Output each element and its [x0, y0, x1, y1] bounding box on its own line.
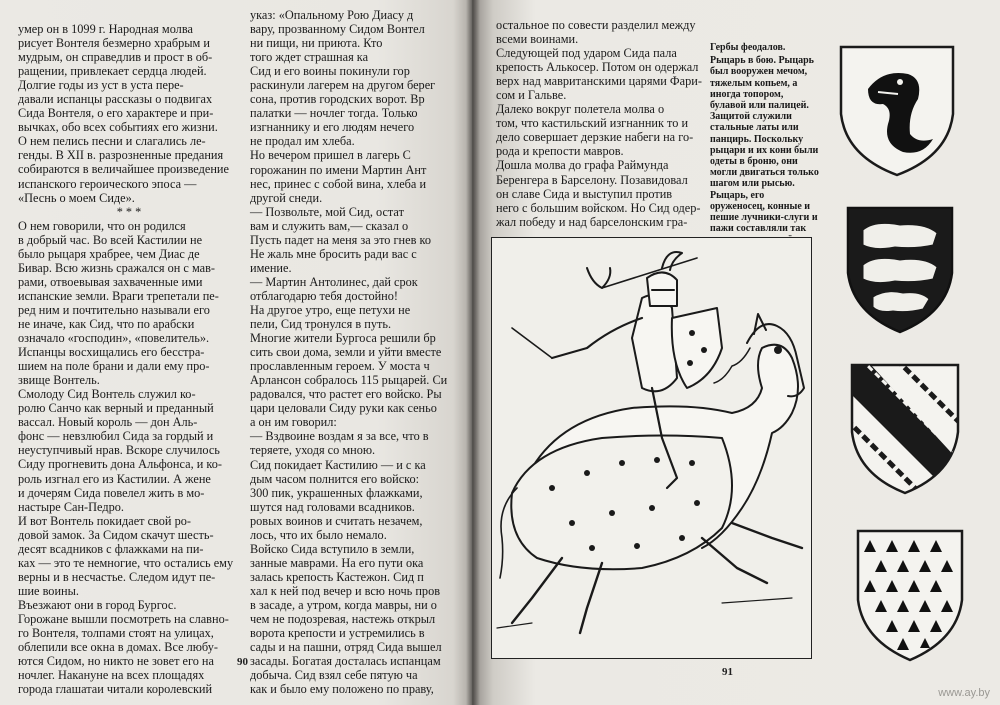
- fir-trees-shield: [855, 528, 965, 663]
- illustration-caption: [710, 42, 830, 248]
- paragraph: умер он в 1099 г. Народная молва рисует Вонтеля безмерно храбрым и мудрым, он справедлив и прост в об- ращении, привлекает сердца людей. Долгие годы из уст в уста пере- давали испанцы рассказы о подвигах Сида Вонтеля, о его характере и при- вычках, обо всех событиях его жизни. О нем пелись песни и слагались ле- генды. В XII в. разрозненные предания собираются в величайшее произведение испанского героического эпоса — «Песнь о моем Сиде».: [18, 22, 229, 205]
- knight-illustration: [491, 237, 812, 659]
- page-number-left: 90: [237, 656, 248, 668]
- lions-heraldic-shield: [845, 205, 955, 335]
- fish-heraldic-shield: [838, 44, 956, 178]
- book-gutter: [466, 0, 480, 705]
- left-page: [0, 0, 472, 705]
- left-text-column-1: [18, 22, 240, 696]
- knight-on-horse-drawing: [492, 238, 811, 658]
- paragraph: остальное по совести разделил между всеми воинами. Следующей под ударом Сида пала крепость Алькосер. Потом он одержал верх над мавританскими царями Фари- сом и Гальве. Далеко вокруг полетела молва о том, что кастильский изгнанник то и дело совершает дерзкие набеги на го- рода и крепости мавров. Дошла молва до графа Раймунда Беренгера в Барселону. Позавидовал он славе Сида и выступил против него с большим войском. Но Сид одер- жал победу и над барселонским гра-: [496, 18, 702, 229]
- page-number-right: 91: [722, 666, 733, 678]
- paragraph: указ: «Опальному Рою Диасу д вару, прозванному Сидом Вонтел ни пищи, ни приюта. Кто того ждет страшная ка Сид и его воины покинули гор раскинули лагерем на другом берег сона, против городских ворот. Вр палатки — ночлег тогда. Только изгнаннику и его людям нечего не продал им хлеба. Но вечером пришел в лагерь С горожанин по имени Мартин Ант нес, принес с собой вина, хлеба и другой снеди. — Позвольте, мой Сид, остат вам и служить вам,— сказал о Пусть падет на меня за это гнев ко Не жаль мне бросить ради вас с имение. — Мартин Антолинес, дай срок отблагодарю тебя достойно! На другое утро, еще петухи не пели, Сид тронулся в путь. Многие жители Бургоса решили бр сить свои дома, земли и уйти вместе прославленным героем. У моста ч Арлансон собралось 115 рыцарей. Си радовался, что растет его войско. Ры цари целовали Сиду руки как сеньо а он им говорил: — Вздвоине воздам я за все, что в теряете, уходя со мною. Сид покидает Кастилию — и с ка дым часом полнится его войско: 300 пик, украшенных флажками, шутся над головами всадников. ровых воинов и считать незачем, лось, что их было немало. Войско Сида вступило в земли, занные маврами. На его пути ока залась крепость Кастежон. Сид п хал к ней под вечер и всю ночь пров в засаде, а утром, когда мавры, ни о чем не подозревая, настежь открыл ворота крепости и устремились в сады и на пашни, отряд Сида вышел засады. Богатая досталась испанцам добыча. Сид взял себе пятую ча как и было ему положено по праву,: [250, 8, 448, 697]
- watermark: www.ay.by: [938, 687, 990, 699]
- paragraph: О нем говорили, что он родился в добрый час. Во всей Кастилии не было рыцаря храбрее, чем Диас де Бивар. Всю жизнь сражался он с мав- рами, отвоевывая захваченные ими испанские земли. Враги трепетали пе- ред ним и почтительно называли его не иначе, как Сид, что по арабски означало «господин», «повелитель». Испанцы восхищались его бесстра- шием на поле брани и дали ему про- звище Вонтель. Смолоду Сид Вонтель служил ко- ролю Санчо как верный и преданный вассал. Новый король — дон Аль- фонс — невзлюбил Сида за гордый и неуступчивый нрав. Вскоре случилось Сиду прогневить дона Альфонса, и ко- роль изгнал его из Кастилии. А жене и дочерям Сида повелел жить в мо- настыре Сан-Педро. И вот Вонтель покидает свой ро- довой замок. За Сидом скачут шесть- десят всадников с флажками на пи- ках — это те немногие, что остались ему верны и в несчастье. Следом идут пе- шие воины. Въезжают они в город Бургос. Горожане вышли посмотреть на славно- го Вонтеля, толпами стоят на улицах, облепили все окна в домах. Все любу- ются Сидом, но никто не зовет его на ночлег. Накануне на всех площадях города глашатаи читали королевский: [18, 218, 234, 697]
- caption-title: Гербы феодалов.: [710, 42, 786, 53]
- left-text-column-2: [250, 8, 472, 696]
- greek-key-bend-shield: [849, 362, 961, 496]
- caption-text: Рыцарь в бою. Рыцарь был вооружен мечом, тяжелым копьем, а иногда топором, булавой или палицей. Защитой служили стальные латы или панцирь. Поскольку рыцари и их кони были одеты в броню, они могли двигаться только шагом или рысью. Рыцарь, его оруженосец, конные и пешие лучники-слуги и пажи составляли так: [710, 55, 819, 235]
- right-text-column: [496, 18, 709, 229]
- section-divider: * * *: [116, 204, 142, 219]
